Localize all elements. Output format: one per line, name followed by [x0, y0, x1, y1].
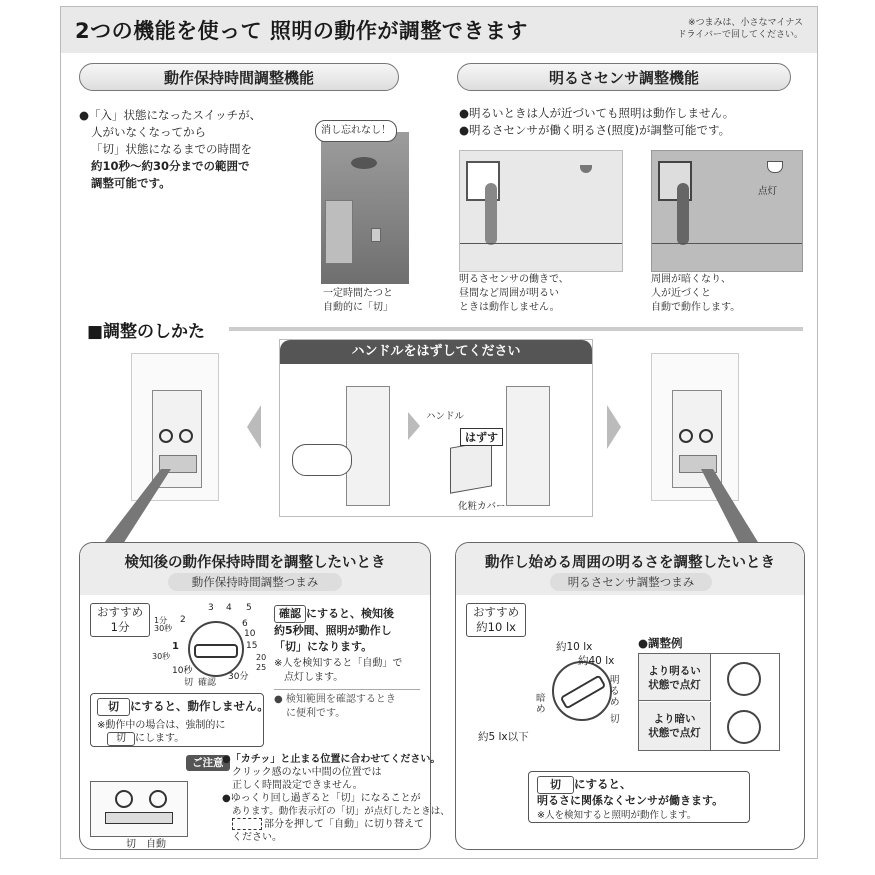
dial-icon [149, 790, 167, 808]
recommend-tag: おすすめ 1分 [90, 603, 150, 637]
walking-person-icon [677, 183, 689, 245]
light-off-icon [580, 165, 592, 173]
confirm-tag: 確認 [274, 605, 306, 623]
wall-switch-icon [371, 228, 381, 242]
device-labels: 切 自動 [126, 839, 166, 850]
switch-device [152, 390, 202, 488]
hold-time-box-title: 検知後の動作保持時間を調整したいとき [124, 555, 386, 571]
brightness-dial[interactable] [552, 661, 612, 721]
chevron-right-icon [408, 412, 420, 440]
header-note: ※つまみは、小さなマイナス ドライバーで回してください。 [677, 18, 803, 40]
bright-caption: 明るさセンサの働きで、 昼間など周囲が明るい ときは動作しません。 [459, 274, 569, 313]
hand-icon [292, 444, 352, 476]
sensor-off-tag: 切 [537, 776, 574, 794]
cabinet-icon [325, 200, 353, 264]
handle-label: ハンドル [426, 411, 465, 422]
dark-room-illustration [651, 150, 803, 272]
dial-icon [115, 790, 133, 808]
caution-badge: ご注意 [186, 755, 230, 771]
dial-icon [159, 429, 173, 443]
brightness-box-title: 動作し始める周囲の明るさを調整したいとき [485, 555, 775, 571]
brightness-box: 動作し始める周囲の明るさを調整したいとき 明るさセンサ調整つまみ おすすめ 約10 lx 約10 lx 約40 lx 約5 lx以下 暗め 明るめ 切 ●調整例 より明るい 状態で点灯 より暗い 状態で点灯 切 にすると、 明るさに関係なくセンサが働きます。 ※人を検知すると照明が動作します。 [455, 542, 805, 850]
caution-text: ●「カチッ」と止まる位置に合わせてください。 クリック感のない中間の位置では 正しく時間設定できません。 ●ゆっくり回し過ぎると「切」になることが あります。動作表示灯の「切」が点灯したときは、 部分を押して「自動」に切り替えて ください。 [222, 754, 450, 843]
switch-device [346, 386, 390, 506]
bright-room-illustration [459, 150, 623, 272]
light-on-icon [767, 161, 783, 173]
dial-icon [699, 429, 713, 443]
off-explanation: 切 にすると、動作しません。 ※動作中の場合は、強制的に 切 にします。 [90, 693, 264, 747]
hold-time-title: 動作保持時間調整機能 [79, 63, 399, 91]
header-bar [61, 7, 817, 53]
cover-label: 化粧カバー [458, 501, 506, 512]
off-tag: 切 [97, 698, 130, 716]
dark-caption: 周囲が暗くなり、 人が近づくと 自動で動作します。 [651, 274, 741, 313]
recommend-tag: おすすめ 約10 lx [466, 603, 526, 637]
brightness-box-subtitle: 明るさセンサ調整つまみ [550, 573, 712, 591]
ceiling-light-icon [351, 157, 377, 169]
brightness-description: ●明るいときは人が近づいても照明は動作しません。 ●明るさセンサが働く明るさ(照度)が調整可能です。 [459, 106, 735, 137]
example-table: より明るい 状態で点灯 より暗い 状態で点灯 [638, 653, 780, 751]
page-frame [60, 6, 818, 859]
dial-bright-example-icon [727, 662, 761, 696]
dial-pointer-icon [560, 674, 607, 709]
example-title: ●調整例 [638, 636, 683, 650]
remove-handle-banner: ハンドルをはずしてください [280, 340, 592, 364]
speech-bubble: 消し忘れなし！ [315, 120, 397, 142]
hold-time-description: ●「入」状態になったスイッチが、 人がいなくなってから 「切」状態になるまでの時間を 約10秒～約30分までの範囲で 調整可能です。 [79, 108, 262, 190]
remove-tag: はずす [460, 428, 503, 446]
dial-icon [179, 429, 193, 443]
step-panel-left [131, 353, 219, 501]
sensor-off-explanation: 切 にすると、 明るさに関係なくセンサが働きます。 ※人を検知すると照明が動作します。 [528, 771, 750, 823]
dial-pointer-icon [194, 644, 238, 658]
dial-icon [679, 429, 693, 443]
page-title: 2つの機能を使って 照明の動作が調整できます [75, 19, 528, 43]
chevron-right-icon [607, 405, 621, 449]
dial-dark-example-icon [727, 710, 761, 744]
remove-handle-panel [279, 339, 593, 517]
device-panel-illustration [90, 781, 188, 837]
brightness-title: 明るさセンサ調整機能 [457, 63, 791, 91]
step-panel-right [651, 353, 739, 501]
section-title-adjust: ■調整のしかた [87, 322, 206, 342]
switch-device [506, 386, 550, 506]
switch-device [672, 390, 722, 488]
hallway-illustration [321, 132, 409, 284]
hold-time-box-subtitle: 動作保持時間調整つまみ [168, 573, 342, 591]
section-rule [229, 327, 803, 331]
lit-label: 点灯 [758, 186, 778, 197]
walking-person-icon [485, 183, 497, 245]
chevron-left-icon [247, 405, 261, 449]
hold-time-caption: 一定時間たつと 自動的に「切」 [323, 288, 393, 313]
hold-time-box: 検知後の動作保持時間を調整したいとき 動作保持時間調整つまみ おすすめ 1分 1分 30秒 2 3 4 5 6 10 15 20 25 30分 10秒 切 確認 1 30秒 確認 にすると、検知後 約5秒間、照明が動作し 「切」になります。 ※人を検知すると「自動」で 点灯します。 ● 検知範囲を確認するとき に便利です。 切 にすると、動作しません。 ※動作中の場合は、強制的に 切 にします。 ご注意 ●「カチッ」と止まる位置に合わせてください。 クリック感のない中間の位置では 正しく時間設定できません。 ●ゆっくり回し過ぎると「切」になることが あります。動作表示灯の「切」が点灯したときは、 部分を押して「自動」に切り替えて ください。 切 自動 [79, 542, 431, 850]
confirm-explanation: 確認 にすると、検知後 約5秒間、照明が動作し 「切」になります。 ※人を検知すると「自動」で 点灯します。 ● 検知範囲を確認するとき に便利です。 [274, 605, 420, 721]
handle-cover-icon [450, 440, 492, 493]
